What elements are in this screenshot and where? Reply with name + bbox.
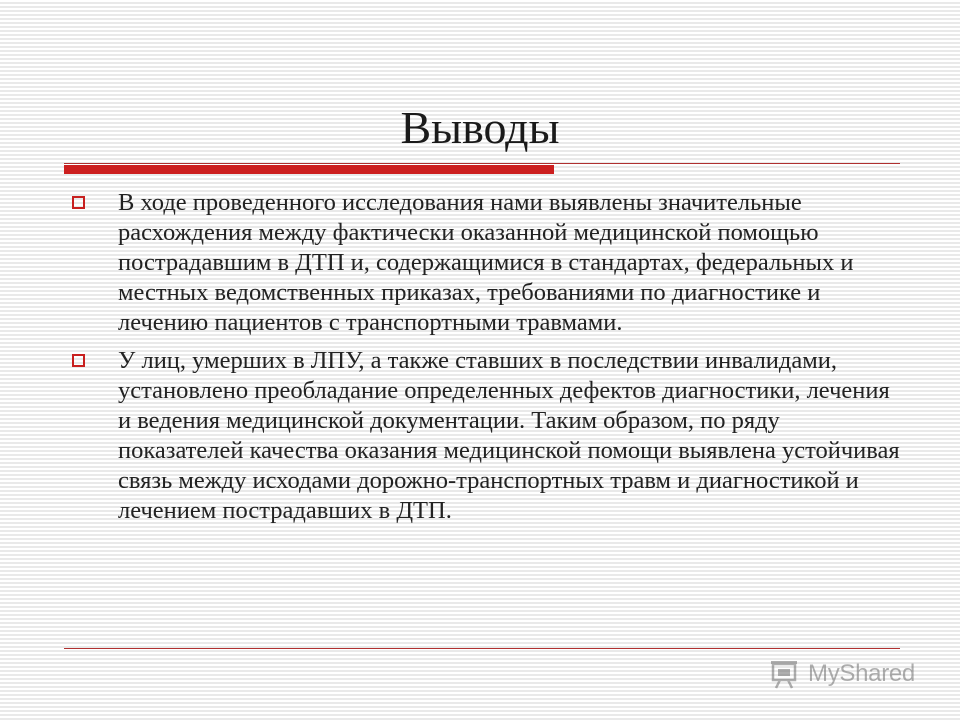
watermark-text: MyShared [808, 660, 915, 687]
projector-screen-icon [768, 658, 800, 690]
bullet-text: У лиц, умерших в ЛПУ, а также ставших в последствии инвалидами, установлено преобладание определенных дефектов диагностики, лечения и ведения медицинской документации. Таким образом, по ряду показателей качества оказания медицинской помощи выявлена устойчивая связь между исходами дорожно-транспортных травм и диагностикой и лечением пострадавших в ДТП. [118, 347, 900, 524]
slide-title: Выводы [400, 102, 560, 153]
watermark [768, 657, 915, 691]
title-divider-thin [64, 163, 900, 164]
bullet-item [72, 346, 902, 526]
bullet-list [72, 188, 902, 534]
bullet-item [72, 188, 902, 338]
footer-divider [64, 648, 900, 649]
square-bullet-icon [72, 354, 85, 367]
bullet-text: В ходе проведенного исследования нами выявлены значительные расхождения между фактически оказанной медицинской помощью пострадавшим в ДТП и, содержащимися в стандартах, федеральных и местных ведомственных приказах, требованиями по диагностике и лечению пациентов с транспортными травмами. [118, 189, 854, 336]
square-bullet-icon [72, 196, 85, 209]
title-divider-accent [64, 165, 554, 174]
